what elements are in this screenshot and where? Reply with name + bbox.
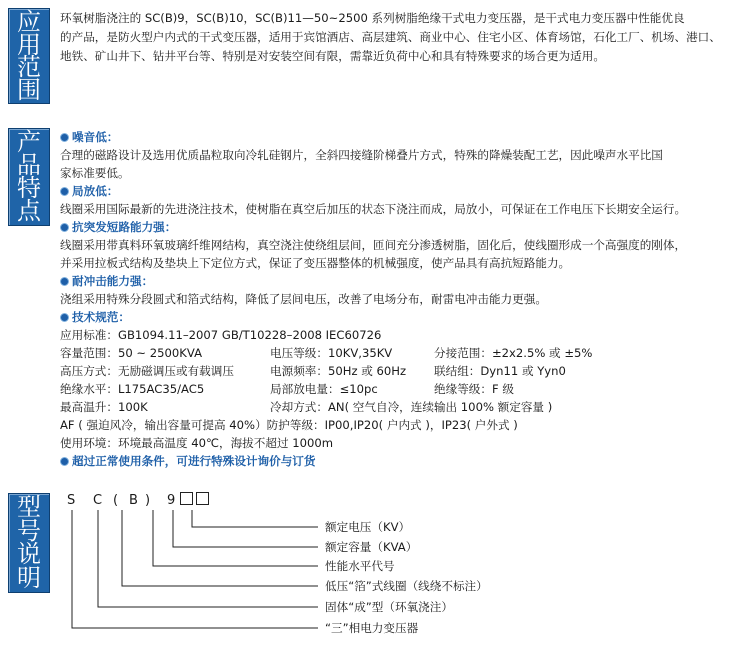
model-char-9: 9	[167, 493, 176, 508]
application-line-2: 的产品，是防火型户内式的干式变压器，适用于宾馆酒店、高层建筑、商业中心、住宅小区、体育场馆，石化工厂、机场、港口、	[60, 30, 721, 44]
spec-cell: 冷却方式：AN( 空气自冷，连续输出 100% 额定容量 )	[270, 400, 553, 414]
tab-application-label: 应用范围	[17, 8, 41, 104]
spec-cell: 局部放电量：≤10pc	[270, 382, 378, 396]
spec-standard: 应用标准：GB1094.11–2007 GB/T10228–2008 IEC60726	[60, 328, 382, 342]
spec-cell: 容量范围：50 ~ 2500KVA	[60, 346, 203, 360]
model-char-s: S	[67, 493, 76, 508]
spec-cell: 绝缘水平：L175AC35/AC5	[60, 382, 205, 396]
spec-env: 使用环境：环境最高温度 40℃，海拔不超过 1000m	[60, 436, 334, 450]
legend-foil-coil: 低压“箔”式线圈（线绕不标注）	[325, 579, 488, 593]
legend-performance: 性能水平代号	[325, 559, 395, 573]
model-char-b: B	[129, 493, 138, 508]
pd-line-1: 线圈采用国际最新的先进浇注技术，使树脂在真空后加压的状态下浇注而成，局放小，可保证在工作电压下长期安全运行。	[60, 202, 687, 216]
spec-af: AF ( 强迫风冷，输出容量可提高 40%）防护等级：IP00,IP20( 户内式 )，IP23( 户外式 )	[60, 418, 518, 432]
model-char-rparen: )	[145, 493, 151, 508]
model-char-lparen: (	[113, 493, 119, 508]
legend-voltage: 额定电压（KV）	[325, 520, 411, 534]
low-noise-line-1: 合理的磁路设计及选用优质晶粒取向冷轧硅钢片，全斜四接缝阶梯叠片方式，特殊的降燥装配工艺，因此噪声水平比国	[60, 148, 663, 162]
sc-line-2: 并采用拉板式结构及垫块上下定位方式，保证了变压器整体的机械强度，使产品具有高抗短路能力。	[60, 256, 571, 270]
spec-title: 技术规范：	[72, 310, 130, 324]
pd-title: 局放低：	[72, 184, 119, 198]
spec-cell: 绝缘等级：F 级	[434, 382, 514, 396]
legend-solid-cast: 固体“成”型（环氧浇注）	[325, 600, 453, 614]
spec-cell: 电压等级：10KV,35KV	[270, 346, 393, 360]
spec-cell: 高压方式：无励磁调压或有载调压	[60, 364, 234, 378]
legend-capacity: 额定容量（KVA）	[325, 540, 418, 554]
impulse-line-1: 浇组采用特殊分段圆式和箔式结构，降低了层间电压，改善了电场分布，耐雷电冲击能力更强。	[60, 292, 547, 306]
application-line-1: 环氧树脂浇注的 SC(B)9，SC(B)10，SC(B)11—50~2500 系列树脂绝缘干式电力变压器，是干式电力变压器中性能优良	[60, 11, 685, 25]
low-noise-line-2: 家标准要低。	[60, 166, 130, 180]
sc-line-1: 线圈采用带真料环氧玻璃纤维网结构，真空浇注使绕组层间，匝间充分渗透树脂，固化后，使线圈形成一个高强度的刚体，	[60, 238, 687, 252]
application-line-3: 地铁、矿山井下、钻井平台等、特别是对安装空间有限，需靠近负荷中心和具有特殊要求的场合更为适用。	[60, 49, 605, 63]
spec-cell: 联结组：Dyn11 或 Yyn0	[434, 364, 566, 378]
sc-title: 抗突发短路能力强：	[72, 220, 177, 234]
custom-note-text: 超过正常使用条件，可进行特殊设计询价与订货	[72, 454, 316, 468]
model-char-c: C	[93, 493, 103, 508]
legend-three-phase: “三”相电力变压器	[325, 621, 419, 635]
spec-cell: 分接范围：±2x2.5% 或 ±5%	[434, 346, 593, 360]
spec-cell: 电源频率：50Hz 或 60Hz	[270, 364, 407, 378]
low-noise-title: 噪音低：	[72, 130, 119, 144]
tab-model-label: 型号说明	[17, 493, 41, 592]
impulse-title: 耐冲击能力强：	[72, 274, 154, 288]
spec-cell: 最高温升：100K	[60, 400, 148, 414]
tab-features-label: 产品特点	[17, 128, 41, 225]
